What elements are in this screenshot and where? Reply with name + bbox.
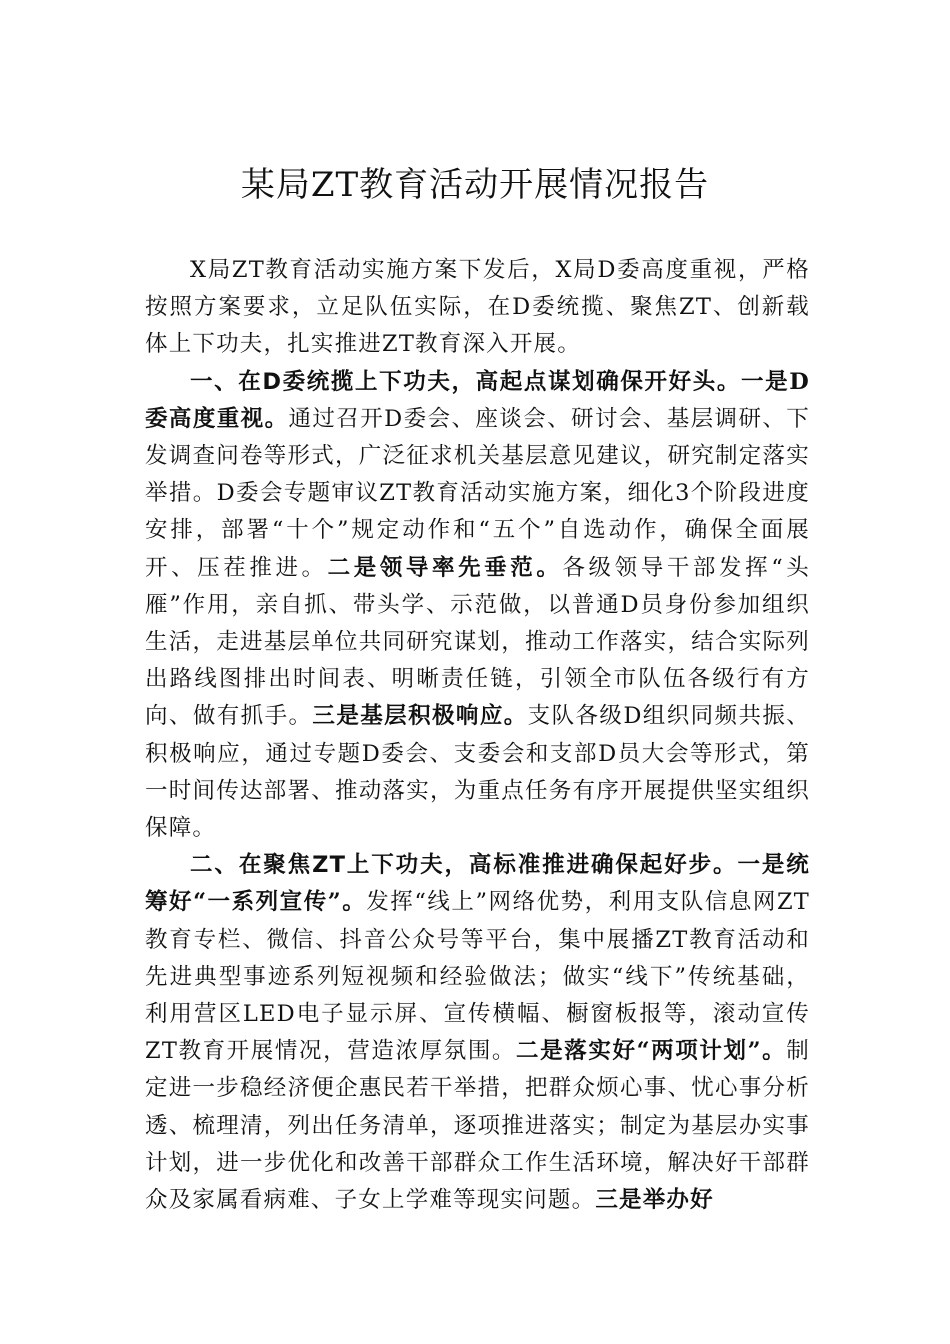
section-1-point-1-label: 一是D委高度重视。 [145,368,810,432]
section-2-heading: 二、在聚焦ZT上下功夫，高标准推进确保起好步。 [190,852,738,879]
section-2-point-2-label: 二是落实好“两项计划”。 [516,1038,787,1065]
section-1-point-2-text: 各级领导干部发挥“头雁”作用，亲自抓、带头学、示范做，以普通D员身份参加组织生活，走进基层单位共同研究谋划，推动工作落实，结合实际列出路线图排出时间表、明晰责任链，引领全市队伍各级行有方向、做有抓手。 [145,554,810,730]
section-2-paragraph [145,847,810,1219]
section-2-point-2-text: 制定进一步稳经济便企惠民若干举措，把群众烦心事、忧心事分析透、梳理清，列出任务清单，逐项推进落实；制定为基层办实事计划，进一步优化和改善干部群众工作生活环境，解决好干部群众及家属看病难、子女上学难等现实问题。 [145,1038,810,1214]
document-title: 某局ZT教育活动开展情况报告 [240,165,710,205]
section-1-point-2-label: 二是领导率先垂范。 [327,554,563,581]
intro-paragraph: X局ZT教育活动实施方案下发后，X局D委高度重视，严格按照方案要求，立足队伍实际，在D委统揽、聚焦ZT、创新载体上下功夫，扎实推进ZT教育深入开展。 [145,257,810,358]
section-1-point-3-text: 支队各级D组织同频共振、积极响应，通过专题D委会、支委会和支部D员大会等形式，第一时间传达部署、推动落实，为重点任务有序开展提供坚实组织保障。 [145,703,810,842]
section-2-point-3-label: 三是举办好 [595,1187,714,1214]
section-1-point-1-text: 通过召开D委会、座谈会、研讨会、基层调研、下发调查问卷等形式，广泛征求机关基层意见建议，研究制定落实举措。D委会专题审议ZT教育活动实施方案，细化3个阶段进度安排，部署“十个”规定动作和“五个”自选动作，确保全面展开、压茬推进。 [145,405,810,581]
section-1-paragraph [145,364,810,848]
document-body [145,252,810,1219]
section-2-point-1-label: 一是统筹好“一系列宣传”。 [145,852,810,916]
section-1-heading: 一、在D委统揽上下功夫，高起点谋划确保开好头。 [190,368,742,395]
section-1-point-3-label: 三是基层积极响应。 [312,703,528,730]
section-2-point-1-text: 发挥“线上”网络优势，利用支队信息网ZT教育专栏、微信、抖音公众号等平台，集中展播ZT教育活动和先进典型事迹系列短视频和经验做法；做实“线下”传统基础，利用营区LED电子显示屏、宣传横幅、橱窗板报等，滚动宣传ZT教育开展情况，营造浓厚氛围。 [145,889,810,1065]
